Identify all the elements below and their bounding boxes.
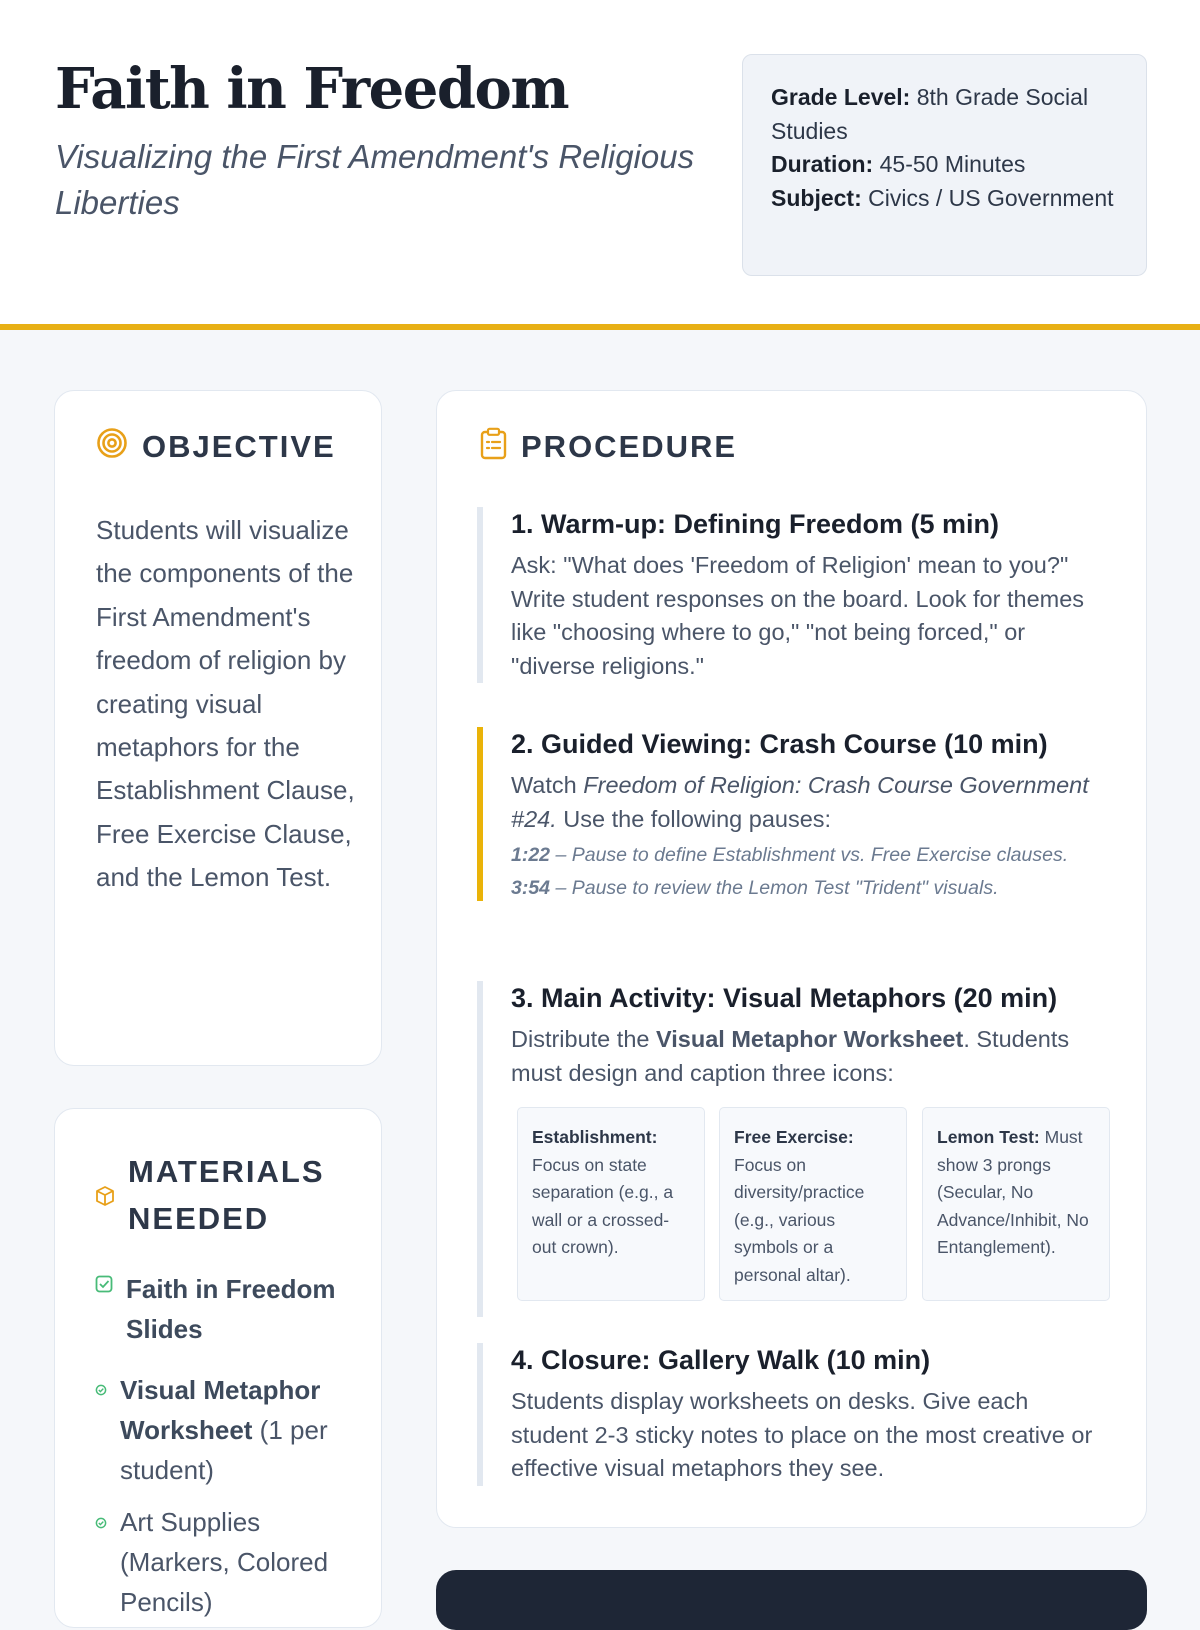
material-item: Visual Metaphor Worksheet (1 per student) bbox=[120, 1375, 328, 1485]
procedure-card bbox=[436, 390, 1147, 1528]
step-title: 1. Warm-up: Defining Freedom (5 min) bbox=[511, 509, 1000, 539]
video-pause-note: 3:54 – Pause to review the Lemon Test "Trident" visuals. bbox=[511, 877, 999, 899]
material-item: Faith in Freedom Slides bbox=[126, 1274, 336, 1344]
target-icon bbox=[96, 427, 128, 467]
page-subtitle: Visualizing the First Amendment's Religious Liberties bbox=[55, 138, 695, 221]
meta-subject: Subject: Civics / US Government bbox=[771, 184, 1114, 211]
step-body: Distribute the Visual Metaphor Worksheet. Students must design and caption three icons: bbox=[511, 1026, 1070, 1086]
objective-header bbox=[96, 429, 336, 465]
check-circle-icon bbox=[95, 1383, 107, 1401]
step-body: Ask: "What does 'Freedom of Religion' mean to you?" Write student responses on the board. Look for themes like "choosing where to go," "not being forced," or "diverse religions." bbox=[511, 552, 1085, 679]
procedure-header bbox=[480, 429, 737, 465]
procedure-step bbox=[477, 981, 1108, 1317]
meta-grade: Grade Level: 8th Grade Social Studies bbox=[771, 84, 1089, 144]
materials-card bbox=[54, 1108, 382, 1628]
step-title: 4. Closure: Gallery Walk (10 min) bbox=[511, 1345, 931, 1375]
objective-text: Students will visualize the components of the First Amendment's freedom of religion by creating visual metaphors for the Establishment Clause, Free Exercise Clause, and the Lemon Test. bbox=[96, 515, 355, 893]
step-body: Watch Freedom of Religion: Crash Course Government #24. Use the following pauses: bbox=[511, 772, 1089, 832]
assessment-card bbox=[436, 1570, 1147, 1630]
lesson-meta-box bbox=[742, 54, 1147, 276]
check-circle-icon bbox=[95, 1516, 107, 1534]
step-title: 2. Guided Viewing: Crash Course (10 min) bbox=[511, 729, 1048, 759]
box-icon bbox=[95, 1185, 115, 1212]
icon-free-exercise-box: Free Exercise: Focus on diversity/practice (e.g., various symbols or a personal altar). bbox=[719, 1107, 907, 1301]
page-header bbox=[0, 0, 1200, 330]
meta-duration: Duration: 45-50 Minutes bbox=[771, 151, 1026, 177]
procedure-step-active bbox=[477, 727, 1108, 901]
clipboard-icon bbox=[480, 427, 507, 468]
page-title: Faith in Freedom bbox=[55, 56, 569, 122]
procedure-heading: PROCEDURE bbox=[521, 429, 738, 464]
step-body: Students display worksheets on desks. Give each student 2-3 sticky notes to place on the most creative or effective visual metaphors they see. bbox=[511, 1388, 1093, 1481]
material-item: Art Supplies (Markers, Colored Pencils) bbox=[120, 1507, 329, 1617]
objective-heading: OBJECTIVE bbox=[142, 429, 336, 464]
objective-card bbox=[54, 390, 382, 1066]
checkbox-check-icon bbox=[95, 1275, 113, 1298]
procedure-step bbox=[477, 507, 1108, 683]
video-pause-note: 1:22 – Pause to define Establishment vs. Free Exercise clauses. bbox=[511, 844, 1069, 866]
materials-heading: MATERIALS NEEDED bbox=[128, 1154, 325, 1236]
icon-lemon-test-box: Lemon Test: Must show 3 prongs (Secular, No Advance/Inhibit, No Entanglement). bbox=[922, 1107, 1110, 1301]
icon-establishment-box: Establishment: Focus on state separation (e.g., a wall or a crossed-out crown). bbox=[517, 1107, 705, 1301]
step-title: 3. Main Activity: Visual Metaphors (20 min) bbox=[511, 983, 1058, 1013]
procedure-step bbox=[477, 1343, 1108, 1486]
